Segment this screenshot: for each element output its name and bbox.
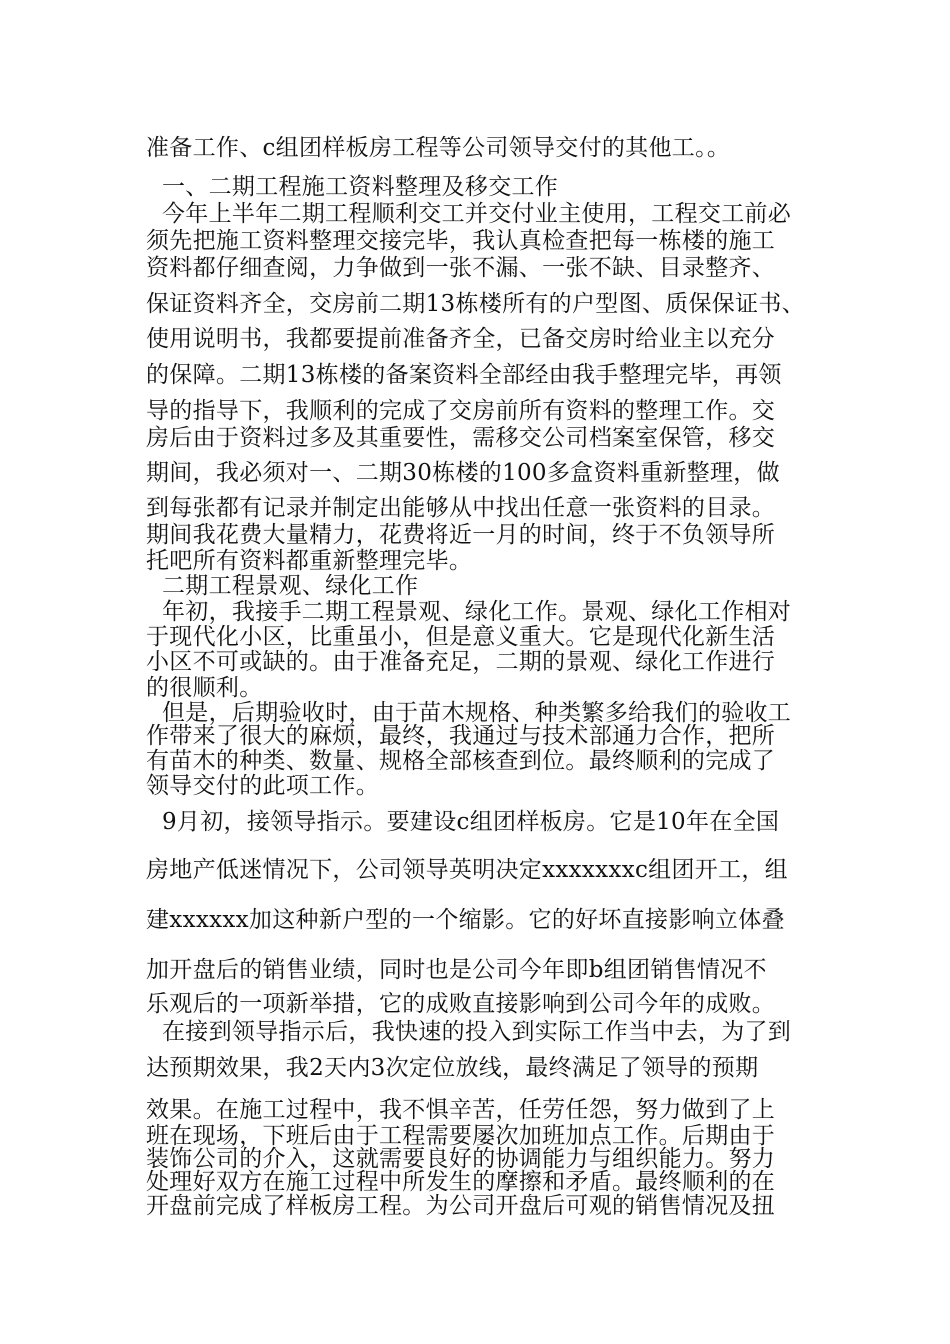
text-line: 导的指导下，我顺利的完成了交房前所有资料的整理工作。交 <box>146 398 776 424</box>
text-line: 年初，我接手二期工程景观、绿化工作。景观、绿化工作相对 <box>162 599 792 625</box>
text-line: 班在现场，下班后由于工程需要屡次加班加点工作。后期由于 <box>146 1123 776 1149</box>
text-line: 有苗木的种类、数量、规格全部核查到位。最终顺利的完成了 <box>146 748 776 774</box>
text-line: 期间我花费大量精力，花费将近一月的时间，终于不负领导所 <box>146 522 776 548</box>
text-line: 装饰公司的介入，这就需要良好的协调能力与组织能力。努力 <box>146 1146 776 1172</box>
text-line: 作带来了很大的麻烦，最终，我通过与技术部通力合作，把所 <box>146 723 776 749</box>
text-line: 领导交付的此项工作。 <box>146 773 379 799</box>
text-line: 处理好双方在施工过程中所发生的摩擦和矛盾。最终顺利的在 <box>146 1169 776 1195</box>
text-line: 加开盘后的销售业绩，同时也是公司今年即b组团销售情况不 <box>146 957 767 983</box>
text-line: 保证资料齐全，交房前二期13栋楼所有的户型图、质保保证书、 <box>146 291 805 317</box>
text-line: 托吧所有资料都重新整理完毕。 <box>146 548 473 574</box>
text-line: 达预期效果，我2天内3次定位放线，最终满足了领导的预期 <box>146 1055 759 1081</box>
text-line: 开盘前完成了样板房工程。为公司开盘后可观的销售情况及扭 <box>146 1193 776 1219</box>
text-line: 效果。在施工过程中，我不惧辛苦，任劳任怨，努力做到了上 <box>146 1097 776 1123</box>
text-line: 今年上半年二期工程顺利交工并交付业主使用，工程交工前必 <box>162 201 792 227</box>
text-line: 期间，我必须对一、二期30栋楼的100多盒资料重新整理，做 <box>146 460 780 486</box>
text-line: 乐观后的一项新举措，它的成败直接影响到公司今年的成败。 <box>146 991 776 1017</box>
text-line: 到每张都有记录并制定出能够从中找出任意一张资料的目录。 <box>146 495 776 521</box>
text-line: 的很顺利。 <box>146 675 263 701</box>
text-line: 准备工作、c组团样板房工程等公司领导交付的其他工。。 <box>146 135 731 161</box>
text-line: 小区不可或缺的。由于准备充足，二期的景观、绿化工作进行 <box>146 649 776 675</box>
text-line: 但是，后期验收时，由于苗木规格、种类繁多给我们的验收工 <box>162 700 792 726</box>
text-line: 使用说明书，我都要提前准备齐全，已备交房时给业主以充分 <box>146 326 776 352</box>
text-line: 须先把施工资料整理交接完毕，我认真检查把每一栋楼的施工 <box>146 228 776 254</box>
text-line: 资料都仔细查阅，力争做到一张不漏、一张不缺、目录整齐、 <box>146 255 776 281</box>
section-heading: 一、二期工程施工资料整理及移交工作 <box>162 174 559 200</box>
text-line: 建xxxxxx加这种新户型的一个缩影。它的好坏直接影响立体叠 <box>146 907 785 933</box>
text-line: 于现代化小区，比重虽小，但是意义重大。它是现代化新生活 <box>146 624 776 650</box>
text-line: 的保障。二期13栋楼的备案资料全部经由我手整理完毕，再领 <box>146 362 782 388</box>
text-line: 9月初，接领导指示。要建设c组团样板房。它是10年在全国 <box>162 809 780 835</box>
text-line: 房地产低迷情况下，公司领导英明决定xxxxxxxc组团开工，组 <box>146 857 788 883</box>
section-heading: 二期工程景观、绿化工作 <box>162 573 419 599</box>
text-line: 房后由于资料过多及其重要性，需移交公司档案室保管，移交 <box>146 425 776 451</box>
text-line: 在接到领导指示后，我快速的投入到实际工作当中去，为了到 <box>162 1019 792 1045</box>
